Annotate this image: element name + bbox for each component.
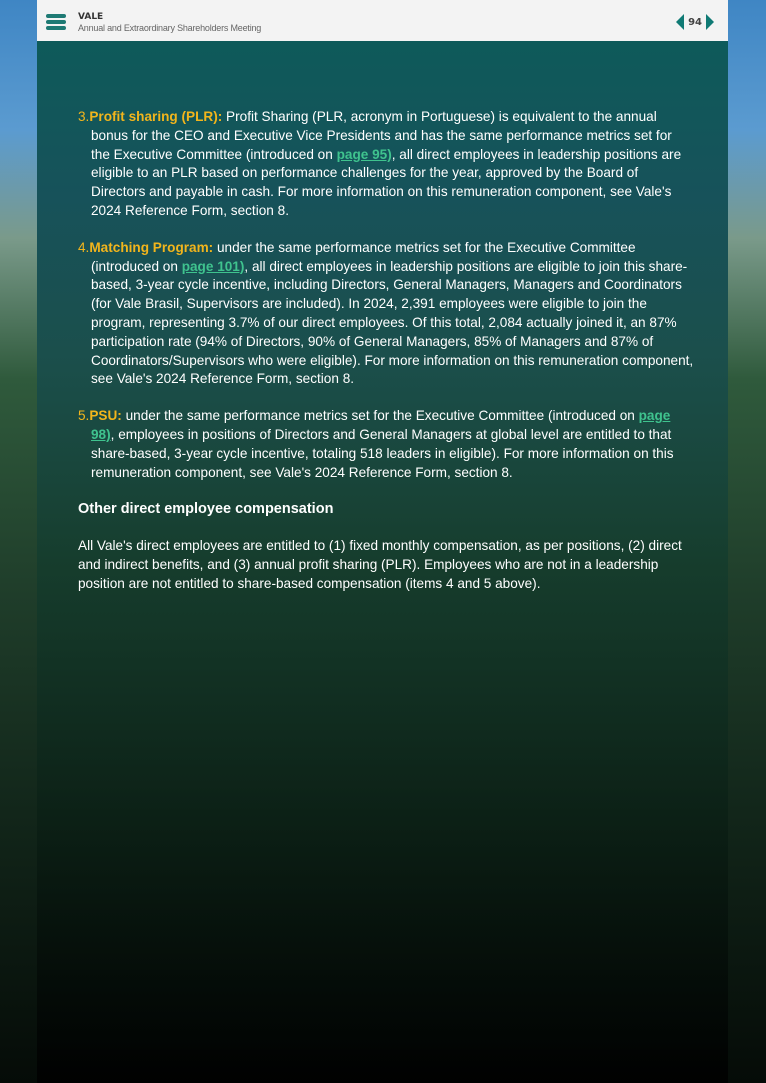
previous-page-icon[interactable] [676,14,684,30]
top-bar [37,0,728,41]
list-item-psu [78,407,694,482]
item-label: Profit sharing (PLR): [89,109,223,124]
list-item-profit-sharing [78,108,694,221]
item-text: Profit Sharing (PLR, acronym in Portuguese) is equivalent to the annual bonus for the CEO and Executive Vice Presidents and has the same performance metrics set for the Executive Committee (introduced on [91,109,672,162]
item-number: 3. [78,109,90,124]
item-text: under the same performance metrics set for the Executive Committee (introduced on [91,239,636,274]
document-body [78,108,694,594]
page-link[interactable]: page 101) [181,258,245,274]
page-link[interactable]: page 98) [91,408,671,442]
section-body: All Vale's direct employees are entitled to (1) fixed monthly compensation, as per positions, (2) direct and indirect benefits, and (3) annual profit sharing (PLR). Employees who are not in a leadership position are not entitled to share-based compensation (items 4 and 5 above). [78,538,682,591]
list-item-matching-program [78,239,694,389]
brand-name: VALE [78,12,104,22]
page-navigator [676,14,714,30]
item-text: under the same performance metrics set for the Executive Committee (introduced on [121,408,639,424]
item-label: Matching Program: [89,239,214,255]
item-label: PSU: [89,408,122,424]
section-heading: Other direct employee compensation [78,501,334,518]
item-number: 5. [78,408,90,424]
item-text: , all direct employees in leadership positions are eligible to an PLR based on performance challenges for the year, approved by the Board of Directors and payable in cash. For more information on this remuneration component, see Vale's 2024 Reference Form, section 8. [91,146,682,218]
next-page-icon[interactable] [706,14,714,30]
item-number: 4. [78,239,90,255]
menu-icon[interactable] [46,14,66,32]
page-number: 94 [688,16,702,28]
page-link[interactable]: page 95) [336,146,392,162]
item-text: , employees in positions of Directors and General Managers at global level are entitled to that share-based, 3-year cycle incentive, totaling 518 leaders in eligible). For more information on this remuneration component, see Vale's 2024 Reference Form, section 8. [91,426,674,480]
item-text: , all direct employees in leadership positions are eligible to join this share-based, 3-year cycle incentive, including Directors, General Managers, Managers and Coordinators (for Vale Brasil, Supervisors are included). In 2024, 2,391 employees were eligible to join the program, representing 3.7% of our direct employees. Of this total, 2,084 actually joined it, an 87% participation rate (94% of Directors, 90% of General Managers, 85% of Managers and 87% of Coordinators/Supervisors who were eligible). For more information on this remuneration component, see Vale's 2024 Reference Form, section 8. [91,258,694,387]
document-subtitle: Annual and Extraordinary Shareholders Meeting [78,23,262,33]
